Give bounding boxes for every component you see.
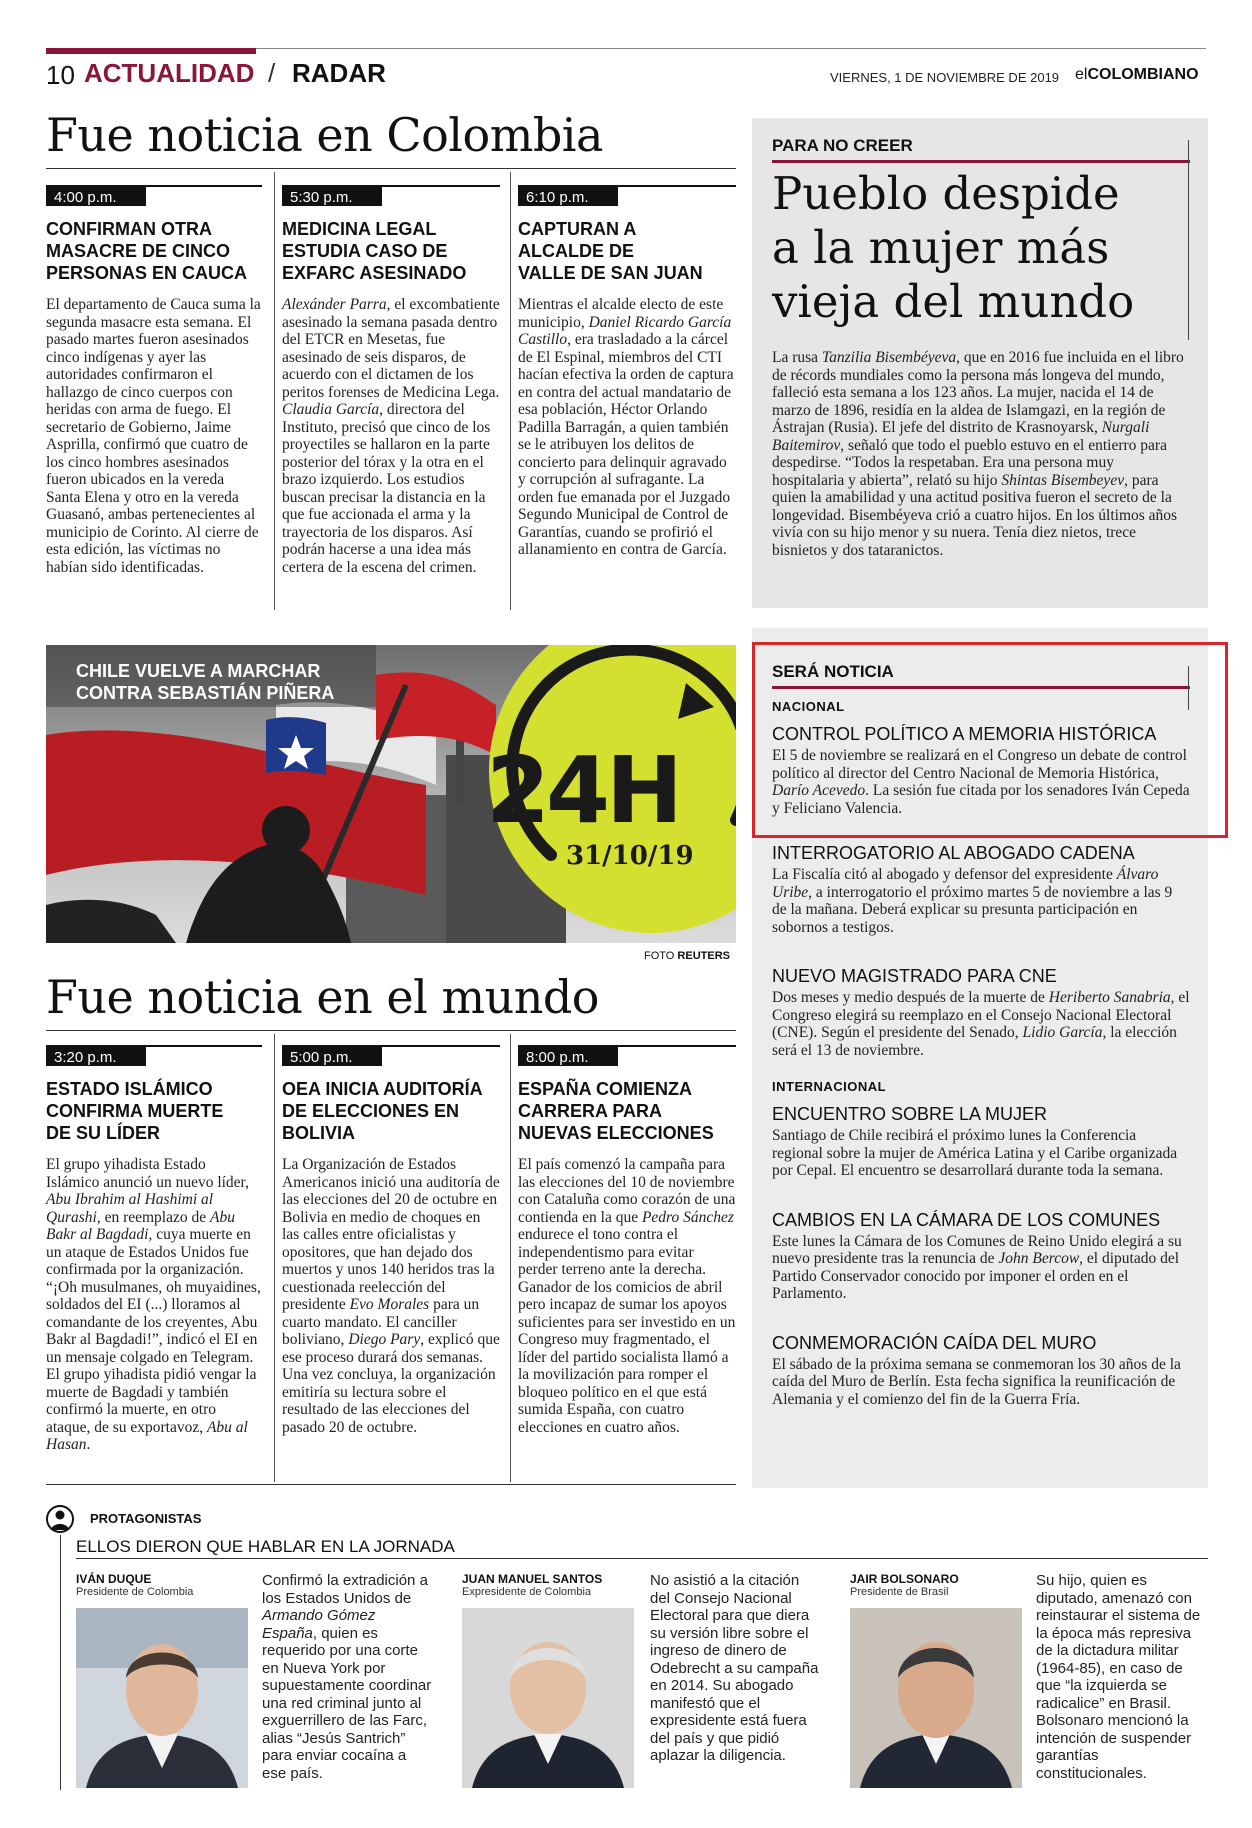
body-text: La Organización de Estados Americanos inició una auditoría de las elecciones del 20 de octubre en Bolivia en medio de choques en las calles entre oficialistas y opositores, que han dejado dos muertos y unos 140 heridos tras la cuestionada reelección del presidente (282, 1156, 500, 1313)
body-italic: Claudia García (282, 401, 380, 418)
person-icon-glyph (48, 1507, 72, 1531)
colombia-item-3 (518, 185, 736, 559)
body-text: El país comenzó la campaña para las elecciones del 10 de noviembre con Cataluña como corazón de una contienda en la que (518, 1156, 736, 1226)
mundo-item-1 (46, 1045, 262, 1454)
body-text: . (86, 1436, 91, 1453)
protagonist-quote: No asistió a la citación del Consejo Nacional Electoral para que diera su versión libre sobre el ingreso de dinero de Odebrecht a su campaña en 2014. Su abogado manifestó que el expresidente está fuera del país y que pidió aplazar la diligencia. (650, 1572, 819, 1764)
protagonist-bolsonaro (850, 1572, 1030, 1598)
body-italic: Diego Pary (348, 1331, 421, 1348)
item-body: El departamento de Cauca suma la segunda masacre esta semana. El pasado martes fueron asesinados cinco indígenas y ayer las autoridades confirmaron el hallazgo de cinco cuerpos con heridas con arma de fuego. El secretario de Gobierno, Jaime Asprilla, confirmó que cuatro de los cinco hombres asesinados fueron ubicados en la vereda Santa Elena y otro en la vereda Guasanó, ambas pertenecientes al municipio de Corinto. Al cierre de esta edición, las víctimas no habían sido identificadas. (46, 296, 261, 576)
time-badge: 5:30 p.m. (282, 187, 382, 206)
title-line: vieja del mundo (772, 275, 1135, 328)
body-text: . La sesión fue citada por los senadores Iván Cepeda y Feliciano Valencia. (772, 782, 1190, 817)
masthead-el: el (1075, 66, 1088, 83)
headline-line: ESTUDIA CASO DE (282, 241, 448, 261)
subsection-name: RADAR (292, 58, 386, 88)
colombia-title: Fue noticia en Colombia (46, 108, 603, 162)
protagonist-name: JUAN MANUEL SANTOS (462, 1572, 603, 1586)
para-no-creer-body (772, 349, 1190, 559)
item-body (518, 296, 736, 559)
mundo-title: Fue noticia en el mundo (46, 970, 599, 1024)
headline-line: CAPTURAN A (518, 219, 637, 239)
issue-date: VIERNES, 1 DE NOVIEMBRE DE 2019 (830, 70, 1060, 85)
credit-agency: REUTERS (677, 950, 730, 962)
headline-line: CONFIRMA MUERTE (46, 1101, 224, 1121)
protagonist-role: Presidente de Colombia (76, 1586, 194, 1598)
time-badge: 3:20 p.m. (46, 1047, 146, 1066)
protagonistas-kicker: PROTAGONISTAS (90, 1511, 202, 1526)
item-body (46, 1156, 262, 1454)
body-text: , el diputado del Partido Conservador conocido por imponer el orden en el Parlamento. (772, 1250, 1180, 1302)
body-italic: Abu al Hasan (46, 1418, 248, 1453)
portrait-santos (462, 1608, 634, 1788)
logo-date: 31/10/19 (566, 841, 694, 871)
body-italic: Darío Acevedo (772, 782, 866, 799)
item-headline (282, 218, 500, 284)
para-no-creer-kicker: PARA NO CREER (772, 136, 913, 155)
portrait-illustration (76, 1608, 248, 1788)
brief-body: Santiago de Chile recibirá el próximo lunes la Conferencia regional sobre la mujer de América Latina y el Caribe organizada por Cepal. El encuentro se desarrollará durante toda la semana. (772, 1127, 1178, 1179)
sera-noticia-kicker: SERÁ NOTICIA (772, 662, 894, 681)
body-italic: Tanzilia Bisembéyeva (821, 349, 957, 366)
body-text: , directora del Instituto, precisó que cinco de los proyectiles se hallaron en la parte posterior del tórax y la otra en el brazo izquierdo. Los estudios buscan precisar la distancia en la que fue accionada el arma y la trayectoria de los disparos. Así podrán hacerse a una idea más certera de la escena del crimen. (282, 401, 491, 576)
body-italic: Shintas Bisembeyev (1001, 471, 1125, 489)
body-italic: Abu Ibrahim al Hashimi al Qurashi (46, 1191, 214, 1226)
body-text: , señaló que todo el pueblo estuvo en el entierro para despedirse. “Todos la respetaban. Era una persona muy hospitalaria y abierta”, relató su hijo (772, 436, 1167, 489)
protagonist-name: IVÁN DUQUE (76, 1572, 152, 1586)
protagonist-santos (462, 1572, 642, 1598)
body-italic: Álvaro Uribe (772, 866, 1159, 901)
panel-gap (752, 608, 1208, 628)
time-badge: 5:00 p.m. (282, 1047, 382, 1066)
mundo-item-3 (518, 1045, 736, 1436)
item-headline (518, 218, 736, 284)
section-slash: / (268, 58, 276, 88)
body-italic: Daniel Ricardo García Castillo (518, 313, 732, 348)
body-italic: Heriberto Sanabria (1048, 989, 1171, 1006)
masthead-logo (1075, 66, 1199, 84)
body-text: endurece el tono contra el independentismo para evitar perder terreno ante la derecha. Ganador de los comicios de abril pero incapaz de sumar los apoyos suficientes para ser investido en un Congreso muy fragmentado, el líder del partido socialista llamó a la movilización para romper el bloqueo político en el que está sumida España, con cuatro elecciones en cuatro años. (518, 1226, 736, 1436)
para-no-creer (772, 136, 1190, 559)
item-body (282, 296, 500, 576)
colombia-item-1 (46, 185, 262, 576)
mundo-title-rule (46, 1030, 736, 1031)
protagonistas-rule (76, 1558, 1208, 1559)
brief-body: El sábado de la próxima semana se conmemoran los 30 años de la caída del Muro de Berlín. Esta fecha significa la reunificación de Alemania y el comienzo del fin de la Guerra Fría. (772, 1355, 1181, 1408)
brief-body (772, 1233, 1190, 1303)
logo-24h: 24H (486, 737, 680, 844)
headline-line: DE SU LÍDER (46, 1123, 161, 1143)
protagonistas-vline (60, 1535, 61, 1790)
protagonist-quote: Su hijo, quien es diputado, amenazó con reinstaurar el sistema de la época más represiva de la dictadura militar (1964-85), en caso de que “la izquierda se radicalice” en Brasil. Bolsonaro mencionó la intención de suspender garantías constitucionales. (1036, 1572, 1201, 1782)
nacional-label: NACIONAL (772, 699, 845, 714)
headline-line: MEDICINA LEGAL (282, 219, 437, 239)
body-italic: Lidio García (1022, 1024, 1103, 1041)
internacional-label: INTERNACIONAL (772, 1079, 887, 1094)
mundo-bottom-rule (46, 1484, 736, 1485)
headline-line: CONFIRMAN OTRA (46, 219, 212, 239)
kicker-rule (772, 160, 1190, 163)
colombia-item-2 (282, 185, 500, 576)
protagonist-quote (262, 1572, 434, 1782)
protagonist-duque (76, 1572, 256, 1598)
item-headline (282, 1078, 500, 1144)
body-italic: Nurgali Baitemirov (772, 419, 1150, 454)
body-text: , el excombatiente asesinado la semana pasada dentro del ETCR en Mesetas, fue asesinado de seis disparos, de acuerdo con el dictamen de los peritos forenses de Medicina Lega. (282, 296, 500, 401)
portrait-illustration (462, 1608, 634, 1788)
item-body (282, 1156, 500, 1436)
portrait-bolsonaro (850, 1608, 1022, 1788)
quote-italic: Armando Gómez España (262, 1607, 376, 1642)
protagonistas-title: ELLOS DIERON QUE HABLAR EN LA JORNADA (76, 1537, 455, 1556)
body-italic: Pedro Sánchez (641, 1208, 734, 1226)
portrait-duque (76, 1608, 248, 1788)
masthead-name: COLOMBIANO (1087, 66, 1199, 83)
title-line: a la mujer más (772, 221, 1110, 274)
body-italic: John Bercow (998, 1250, 1080, 1267)
time-badge: 8:00 p.m. (518, 1047, 618, 1066)
body-text: La rusa (772, 349, 822, 366)
headline-line: BOLIVIA (282, 1123, 356, 1143)
protagonist-name: JAIR BOLSONARO (850, 1572, 959, 1586)
body-text: , cuya muerte en un ataque de Estados Unidos fue confirmada por la organización. “¡Oh musulmanes, oh muyaidines, soldados del EI (...) lloramos al comandante de los creyentes, Abu Bakr al Bagdadi!”, indicó el EI en un mensaje colgado en Telegram. El grupo yihadista pidió vengar la muerte de Bagdadi y también confirmó la muerte, en otro ataque, de su exportavoz, (46, 1226, 261, 1436)
body-text: para un cuarto mandato. El canciller boliviano, (282, 1296, 480, 1348)
headline-line: ALCALDE DE (518, 241, 634, 261)
headline-line: MASACRE DE CINCO (46, 241, 231, 261)
title-line: Pueblo despide (772, 167, 1120, 220)
body-italic: Abu Bakr al Bagdadi (46, 1208, 235, 1243)
item-body (518, 1156, 736, 1436)
body-text: , era trasladado a la cárcel de El Espinal, miembros del CTI hacían efectiva la orden de captura en contra del actual mandatario de esa población, Héctor Orlando Padilla Barragán, a quien también se le atribuyen los delitos de concierto para delinquir agravado y corrupción al sufragante. La orden fue emanada por el Juzgado Segundo Municipal de Control de Garantías, cuando se profirió el allanamiento en contra de García. (518, 331, 734, 558)
body-text: , para quien la amabilidad y una actitud positiva fueron el secreto de la longevidad. Bisembéyeva crió a cuatro hijos. En los últimos años vivía con su hijo menor y su nuera. Tenía diez nietos, trece bisnietos y dos tataranictos. (772, 471, 1178, 559)
headline-line: OEA INICIA AUDITORÍA (282, 1079, 483, 1099)
caption-line: CHILE VUELVE A MARCHAR (76, 661, 321, 681)
body-italic: Alexánder Parra (282, 296, 387, 313)
column-separator (510, 172, 511, 610)
body-text: , a interrogatorio el próximo martes 5 de noviembre a las 9 de la mañana. Deberá explicar su presunta participación en sobornos a testigos. (772, 883, 1173, 936)
time-badge: 4:00 p.m. (46, 187, 146, 206)
brief-body (772, 866, 1190, 936)
portrait-illustration (850, 1608, 1022, 1788)
item-headline (518, 1078, 736, 1144)
brief-headline: CONMEMORACIÓN CAÍDA DEL MURO (772, 1332, 1097, 1353)
protagonist-role: Presidente de Brasil (850, 1586, 949, 1598)
brief-headline: INTERROGATORIO AL ABOGADO CADENA (772, 843, 1135, 863)
body-text: Este lunes la Cámara de los Comunes de Reino Unido elegirá a su nuevo presidente tras la renuncia de (772, 1232, 1182, 1267)
column-separator (274, 1034, 275, 1482)
body-text: , en reemplazo de (96, 1208, 211, 1226)
body-text: , la elección será el 13 de noviembre. (772, 1024, 1177, 1059)
item-headline (46, 218, 262, 284)
headline-line: ESPAÑA COMIENZA (518, 1079, 693, 1099)
section-name: ACTUALIDAD (84, 58, 255, 88)
page-number: 10 (46, 60, 75, 90)
protagonist-role: Expresidente de Colombia (462, 1586, 592, 1598)
body-text: El 5 de noviembre se realizará en el Congreso un debate de control político al director del Centro Nacional de Memoria Histórica, (772, 747, 1187, 782)
brief-headline: NUEVO MAGISTRADO PARA CNE (772, 966, 1057, 986)
body-text: , el Congreso elegirá su reemplazo en el Consejo Nacional Electoral (CNE). Según el presidente del Senado, (772, 989, 1190, 1041)
headline-line: NUEVAS ELECCIONES (518, 1123, 714, 1143)
body-italic: Evo Morales (349, 1296, 430, 1313)
body-text: Dos meses y medio después de la muerte de (772, 989, 1049, 1006)
body-text: El grupo yihadista Estado Islámico anunció un nuevo líder, (46, 1156, 249, 1191)
body-text: La Fiscalía citó al abogado y defensor del expresidente (772, 866, 1117, 883)
column-separator (274, 172, 275, 610)
body-text: , explicó que ese proceso durará dos semanas. Una vez concluya, la organización emitiría su lectura sobre el resultado de las elecciones del pasado 20 de octubre. (282, 1331, 500, 1436)
brief-headline: CONTROL POLÍTICO A MEMORIA HISTÓRICA (772, 724, 1157, 744)
para-no-creer-title (772, 167, 1190, 329)
colombia-title-rule (46, 168, 736, 169)
brief-headline: ENCUENTRO SOBRE LA MUJER (772, 1104, 1048, 1124)
time-badge: 6:10 p.m. (518, 187, 618, 206)
column-separator (510, 1034, 511, 1482)
credit-prefix: FOTO (644, 950, 678, 962)
caption-line: CONTRA SEBASTIÁN PIÑERA (76, 683, 335, 703)
quote-text: Confirmó la extradición a los Estados Unidos de (262, 1572, 428, 1607)
photo-credit (644, 950, 730, 962)
body-text: Mientras el alcalde electo de este municipio, (518, 296, 724, 331)
para-no-creer-vline (1188, 140, 1189, 340)
highlight-box (752, 642, 1228, 838)
headline-line: VALLE DE SAN JUAN (518, 263, 703, 283)
brief-headline: CAMBIOS EN LA CÁMARA DE LOS COMUNES (772, 1209, 1161, 1230)
item-headline (46, 1078, 262, 1144)
brief-body (772, 989, 1190, 1059)
person-icon (46, 1505, 74, 1533)
headline-line: ESTADO ISLÁMICO (46, 1079, 213, 1099)
headline-line: CARRERA PARA (518, 1101, 662, 1121)
mundo-item-2 (282, 1045, 500, 1436)
header-accent-bar (46, 48, 256, 54)
quote-text: , quien es requerido por una corte en Nueva York por supuestamente coordinar una red criminal junto al exguerrillero de las Farc, alias “Jesús Santrich” para enviar cocaína a ese país. (262, 1624, 432, 1782)
headline-line: EXFARC ASESINADO (282, 263, 467, 283)
photo-caption (76, 660, 334, 704)
headline-line: DE ELECCIONES EN (282, 1101, 460, 1121)
body-text: , que en 2016 fue incluida en el libro de récords mundiales como la persona más longeva del mundo, falleció esta semana a los 123 años. La mujer, nacida el 14 de marzo de 1896, residía en la aldea de Islamgazi, en la región de Ástrajan (Rusia). El jefe del distrito de Krasnoyarsk, (772, 349, 1184, 436)
headline-line: PERSONAS EN CAUCA (46, 263, 248, 283)
